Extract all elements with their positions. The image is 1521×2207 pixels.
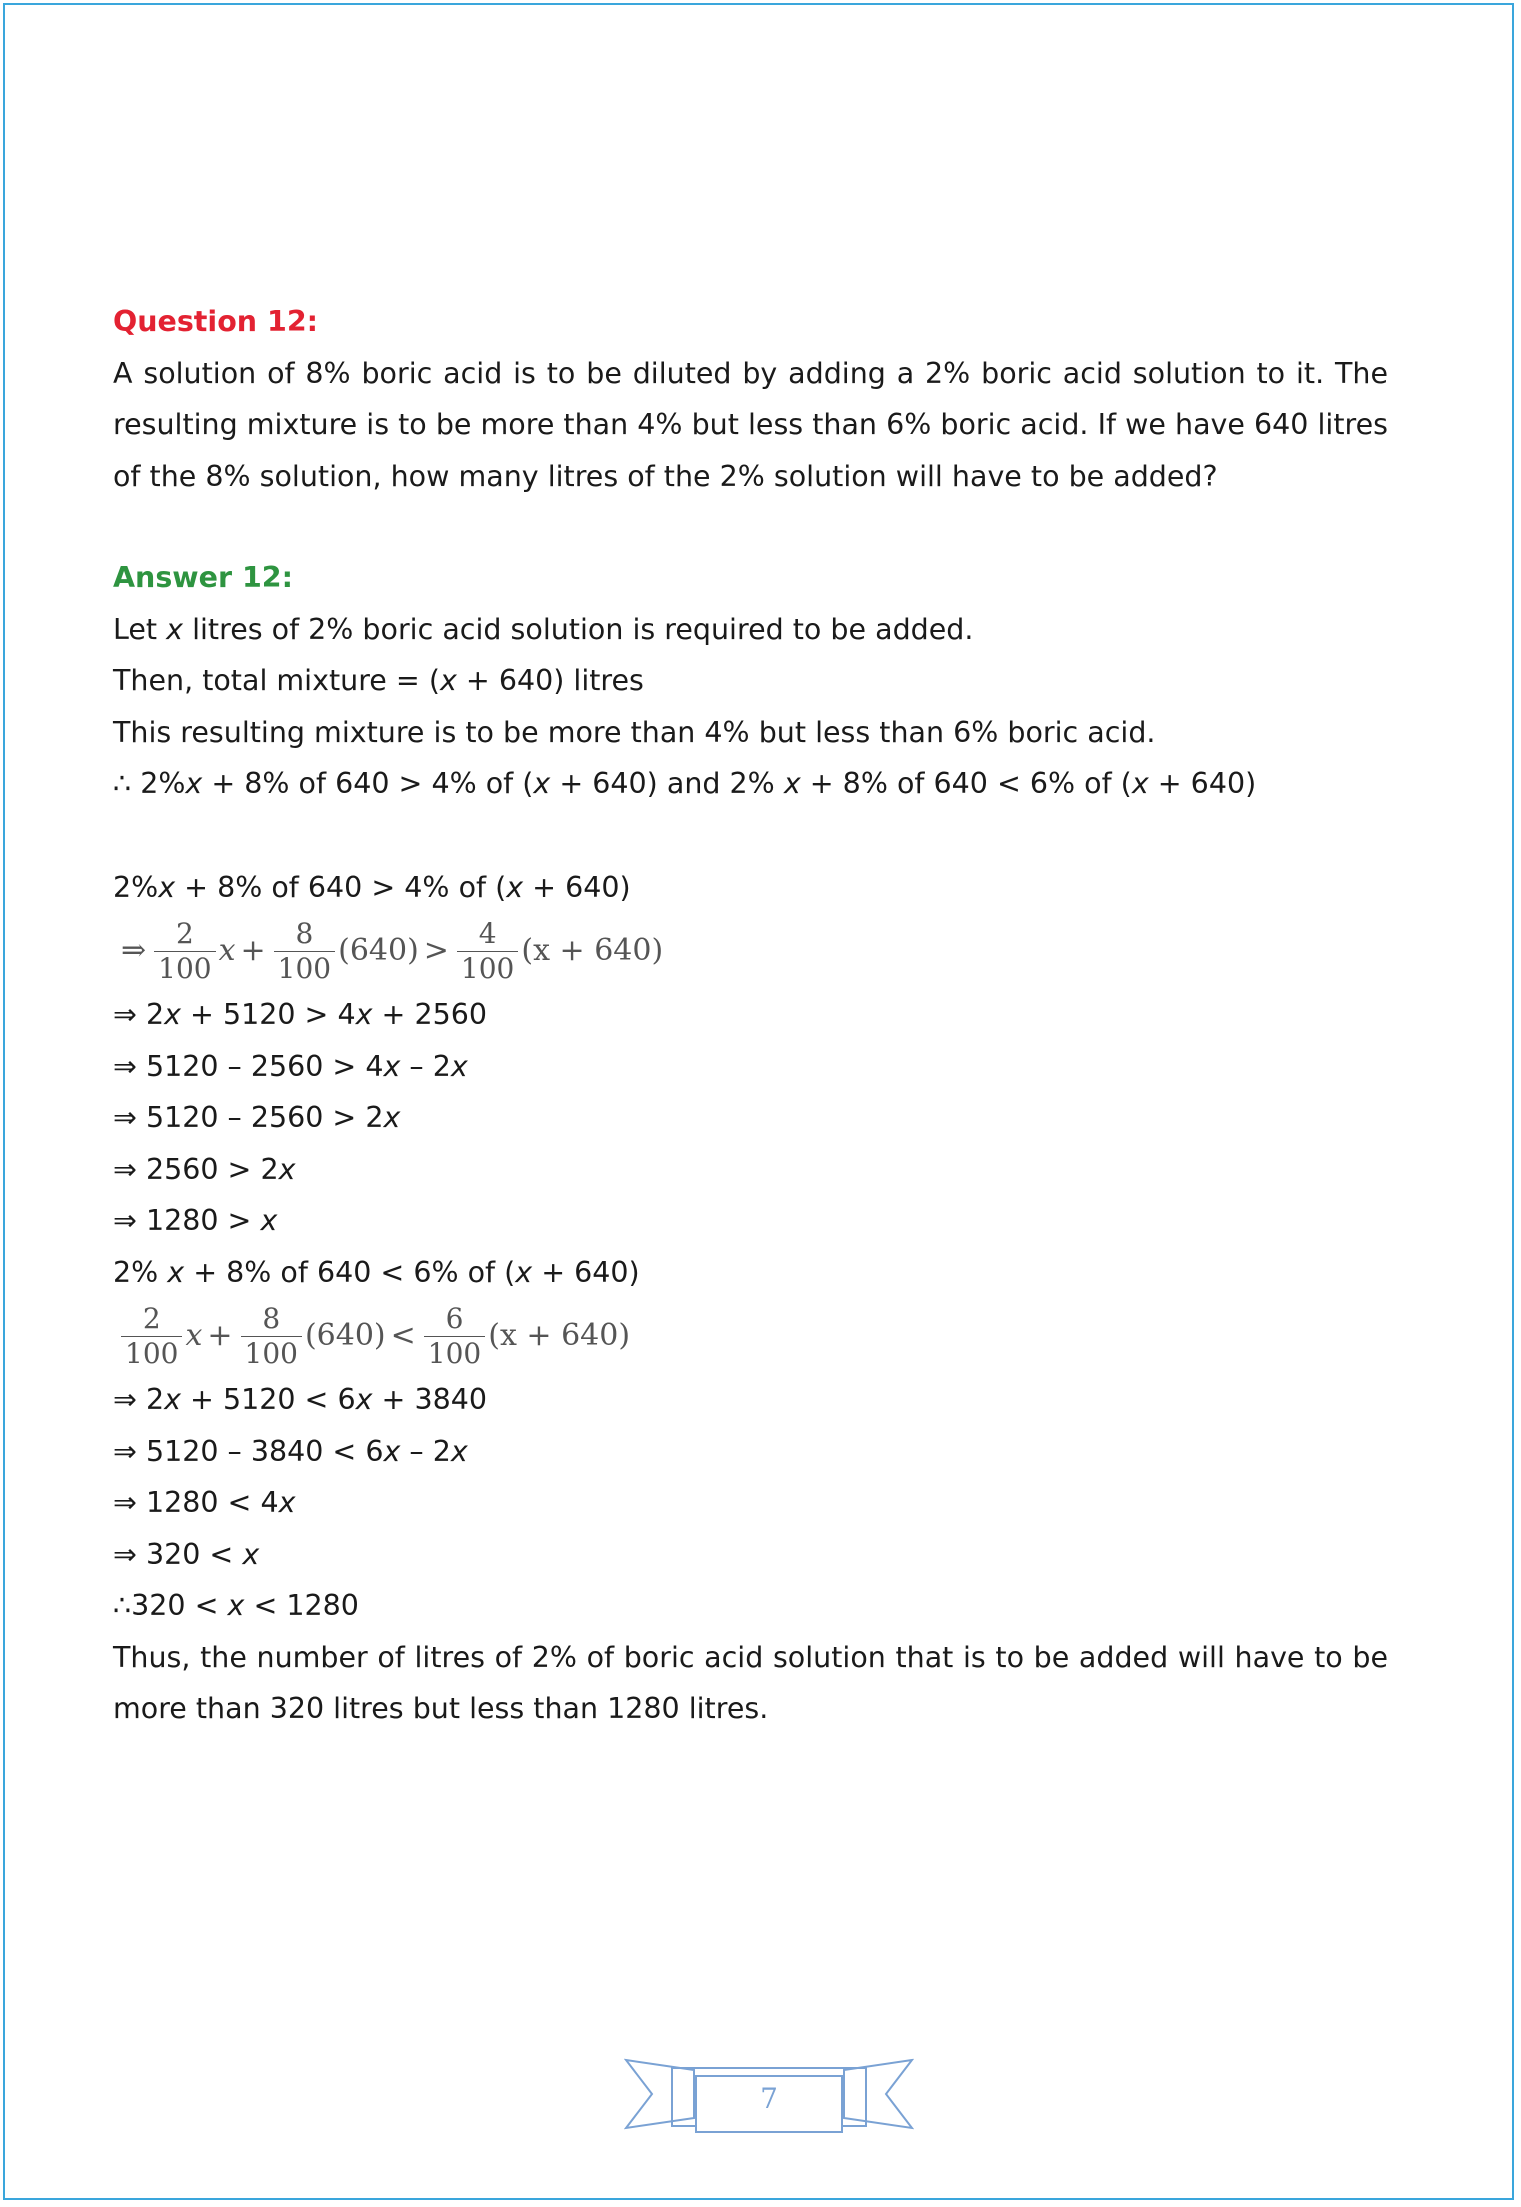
case2-step: ⇒ 320 < x (113, 1537, 260, 1571)
case2-step: ⇒ 2x + 5120 < 6x + 3840 (113, 1383, 488, 1416)
answer-line-4: ∴ 2%x + 8% of 640 > 4% of (x + 640) and 2% x + 8% of 640 < 6% of (x + 640) (113, 767, 1257, 800)
page-number-ribbon (624, 2056, 914, 2140)
answer-line-3: This resulting mixture is to be more than 4% but less than 6% boric acid. (113, 715, 1156, 749)
case1-step: ⇒ 2560 > 2x (113, 1152, 296, 1186)
final-range: ∴320 < x < 1280 (113, 1589, 359, 1622)
case2-title: 2% x + 8% of 640 < 6% of (x + 640) (113, 1255, 640, 1289)
question-text: A solution of 8% boric acid is to be diluted by adding a 2% boric acid solution to it. The resulting mixture is to be more than 4% but less than 6% boric acid. If we have 640 litres of the 8% solution, how many litres of the 2% solution will have to be added? (113, 356, 1388, 493)
answer-line-2: Then, total mixture = (x + 640) litres (113, 664, 644, 697)
page-content (113, 296, 1388, 1735)
case2-fraction-equation: $\frac{2}{100}$ x + $\frac{8}{100}$ (640) < $\frac{6}{100}$ (x + 640) (113, 1298, 1388, 1374)
conclusion-text: Thus, the number of litres of 2% of boric acid solution that is to be added will have to be more than 320 litres but less than 1280 litres. (113, 1640, 1388, 1725)
case1-title: 2%x + 8% of 640 > 4% of (x + 640) (113, 870, 631, 904)
case1-step: ⇒ 2x + 5120 > 4x + 2560 (113, 998, 488, 1031)
case1-fraction-equation: ⇒ $\frac{2}{100}$ x + $\frac{8}{100}$ (640) > $\frac{4}{100}$ (x + 640) (121, 916, 664, 985)
case2-step: ⇒ 1280 < 4x (113, 1486, 296, 1519)
question-heading: Question 12: (113, 305, 319, 338)
answer-heading: Answer 12: (113, 561, 294, 594)
answer-line-1: Let x litres of 2% boric acid solution is required to be added. (113, 612, 974, 646)
case1-step: ⇒ 5120 – 2560 > 4x – 2x (113, 1049, 468, 1083)
case1-step: ⇒ 5120 – 2560 > 2x (113, 1101, 401, 1134)
case1-step: ⇒ 1280 > x (113, 1204, 278, 1237)
page-number: 7 (760, 2081, 778, 2115)
case2-step: ⇒ 5120 – 3840 < 6x – 2x (113, 1434, 468, 1468)
